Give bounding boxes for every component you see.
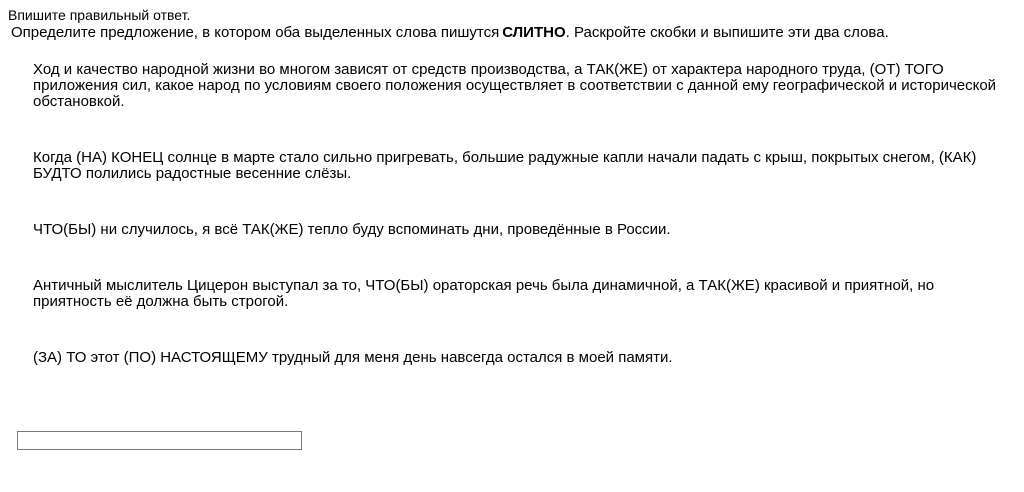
instruction-text: Впишите правильный ответ. xyxy=(8,7,191,23)
sentence-3: ЧТО(БЫ) ни случилось, я всё ТАК(ЖЕ) тепло буду вспоминать дни, проведённые в России. xyxy=(33,221,671,238)
sentence-1: Ход и качество народной жизни во многом зависят от средств производства, а ТАК(ЖЕ) от характера народного труда, (ОТ) ТОГО приложения сил, какое народ по условиям своего положения осуществляет в соответствии с данной ему географической и исторической обстановкой. xyxy=(33,61,997,110)
question-suffix: . Раскройте скобки и выпишите эти два слова. xyxy=(565,24,889,41)
answer-input[interactable] xyxy=(17,431,302,450)
question-prefix: Определите предложение, в котором оба выделенных слова пишутся xyxy=(11,24,500,41)
sentence-4: Античный мыслитель Цицерон выступал за то, ЧТО(БЫ) ораторская речь была динамичной, а ТАК(ЖЕ) красивой и приятной, но приятность её должна быть строгой. xyxy=(33,277,935,310)
sentence-2: Когда (НА) КОНЕЦ солнце в марте стало сильно пригревать, большие радужные капли начали падать с крыш, покрытых снегом, (КАК) БУДТО полились радостные весенние слёзы. xyxy=(33,149,977,182)
question-emphasis: СЛИТНО xyxy=(502,24,566,41)
question-text xyxy=(11,24,889,41)
sentence-5: (ЗА) ТО этот (ПО) НАСТОЯЩЕМУ трудный для меня день навсегда остался в моей памяти. xyxy=(33,349,673,366)
